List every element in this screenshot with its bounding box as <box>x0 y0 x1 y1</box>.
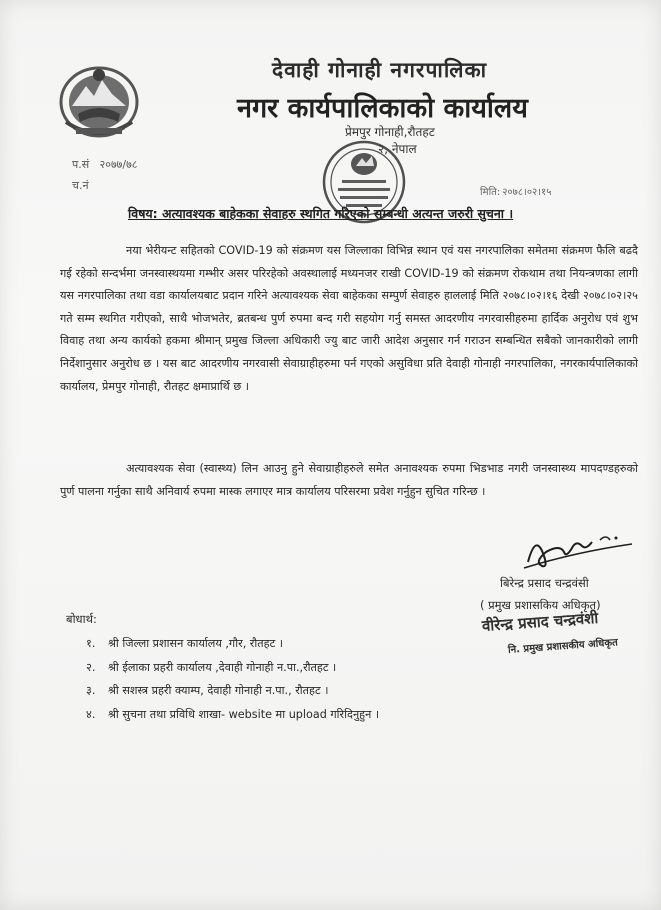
office-province: २, नेपाल <box>378 142 417 156</box>
date-label: मिति: <box>480 187 501 198</box>
reference-number <box>72 157 138 172</box>
cc-item <box>86 632 379 656</box>
cc-item-text: श्री जिल्ला प्रशासन कार्यालय ,गौर, रौतहट । <box>108 637 284 650</box>
cc-list <box>86 632 379 726</box>
org-name: देवाही गोनाही नगरपालिका <box>272 58 488 82</box>
body-paragraph-1: नया भेरीयन्ट सहितको COVID-19 को संक्रमण यस जिल्लाका विभिन्न स्थान एवं यस नगरपालिका समेतमा संक्रमण फैलि बढदै गई रहेको सन्दर्भमा जनस्वास्थयमा गम्भीर असर परिरहेको अवस्थालाई मध्यनजर राखी COVID-19 को संक्रमण रोकथाम तथा नियन्त्रणका लागी यस नगरपालिका तथा वडा कार्यालयबाट प्रदान गरिने अत्यावश्यक सेवा बाहेकका सम्पुर्ण सेवाहरु हाललाई मिति २०७८।०२।१६ देखी २०७८।०२।२५ गते सम्म स्थगित गरीएको, साथै भोजभतेर, ब्रतबन्ध पुर्ण रुपमा बन्द गरी सहयोग गर्नु समस्त आदरणीय नगरवासीहरुमा हार्दिक अनुरोध एवं शुभ विवाह तथा अन्य कार्यको हकमा श्रीमान् प्रमुख जिल्ला अधिकारी ज्यु बाट जारी आदेश अनुसार गर्न गराउन सम्बन्धित सबैको जानकारीको लागी निर्देशानुसार अनुरोध छ । यस बाट आदरणीय नगरवासी सेवाग्राहीहरुमा पर्न गएको असुविधा प्रति देवाही गोनाही नगरपालिका, नगरकार्यपालिकाको कार्यालय, प्रेमपुर गोनाही, रौतहट क्षमाप्रार्थि छ । <box>60 244 638 393</box>
dispatch-number-label: च.नं <box>72 179 89 192</box>
cc-item-number: ४. <box>86 707 96 721</box>
handwritten-signature <box>516 522 636 574</box>
designation-stamp: नि. प्रमुख प्रशासकीय अधिकृत <box>507 637 619 656</box>
cc-item-number: ३. <box>86 684 96 697</box>
cc-item-text: श्री ईलाका प्रहरी कार्यालय ,देवाही गोनाही न.पा.,रौतहट । <box>108 660 337 674</box>
cc-title: बोधार्थ: <box>66 612 97 626</box>
letter-subject: विषय: अत्यावश्यक बाहेकका सेवाहरु स्थगित गरिएको सम्बन्धी अत्यन्त जरुरी सुचना । <box>128 206 514 221</box>
cc-item <box>86 679 379 703</box>
office-name: नगर कार्यपालिकाको कार्यालय <box>237 93 528 124</box>
cc-item <box>86 656 379 680</box>
signer-designation: ( प्रमुख प्रशासकिय अधिकृत) <box>480 598 601 612</box>
cc-item-text: श्री सशस्त्र प्रहरी क्याम्प, देवाही गोनाही न.पा., रौतहट । <box>108 684 329 697</box>
body-paragraph-2: अत्यावश्यक सेवा (स्वास्थ्य) लिन आउनु हुने सेवाग्राहीहरुले समेत अनावश्यक रुपमा भिडभाड नगरी जनस्वास्थ्य मापदण्डहरुको पुर्ण पालना गर्नुका साथै अनिवार्य रुपमा मास्क लगाएर मात्र कार्यालय परिसरमा प्रवेश गर्नुहुन सुचित गरिन्छ । <box>60 462 638 498</box>
cc-item-text: श्री सुचना तथा प्रविधि शाखा- website मा upload गरिदिनुहुन । <box>108 707 380 721</box>
office-address: प्रेमपुर गोनाही,रौतहट <box>345 125 435 139</box>
letter-date <box>480 184 551 198</box>
reference-value: २०७७/७८ <box>99 158 138 171</box>
cc-item-number: १. <box>86 637 96 650</box>
signer-name: बिरेन्द्र प्रसाद चन्द्रवंसी <box>500 576 589 590</box>
cc-item-number: २. <box>86 660 96 674</box>
nepal-emblem-icon <box>56 62 142 140</box>
cc-item <box>86 703 379 727</box>
reference-label: प.सं <box>72 158 90 171</box>
date-value: २०७८।०२।१५ <box>502 187 552 198</box>
name-stamp: वीरेन्द्र प्रसाद चन्द्रवंशी <box>481 608 599 635</box>
